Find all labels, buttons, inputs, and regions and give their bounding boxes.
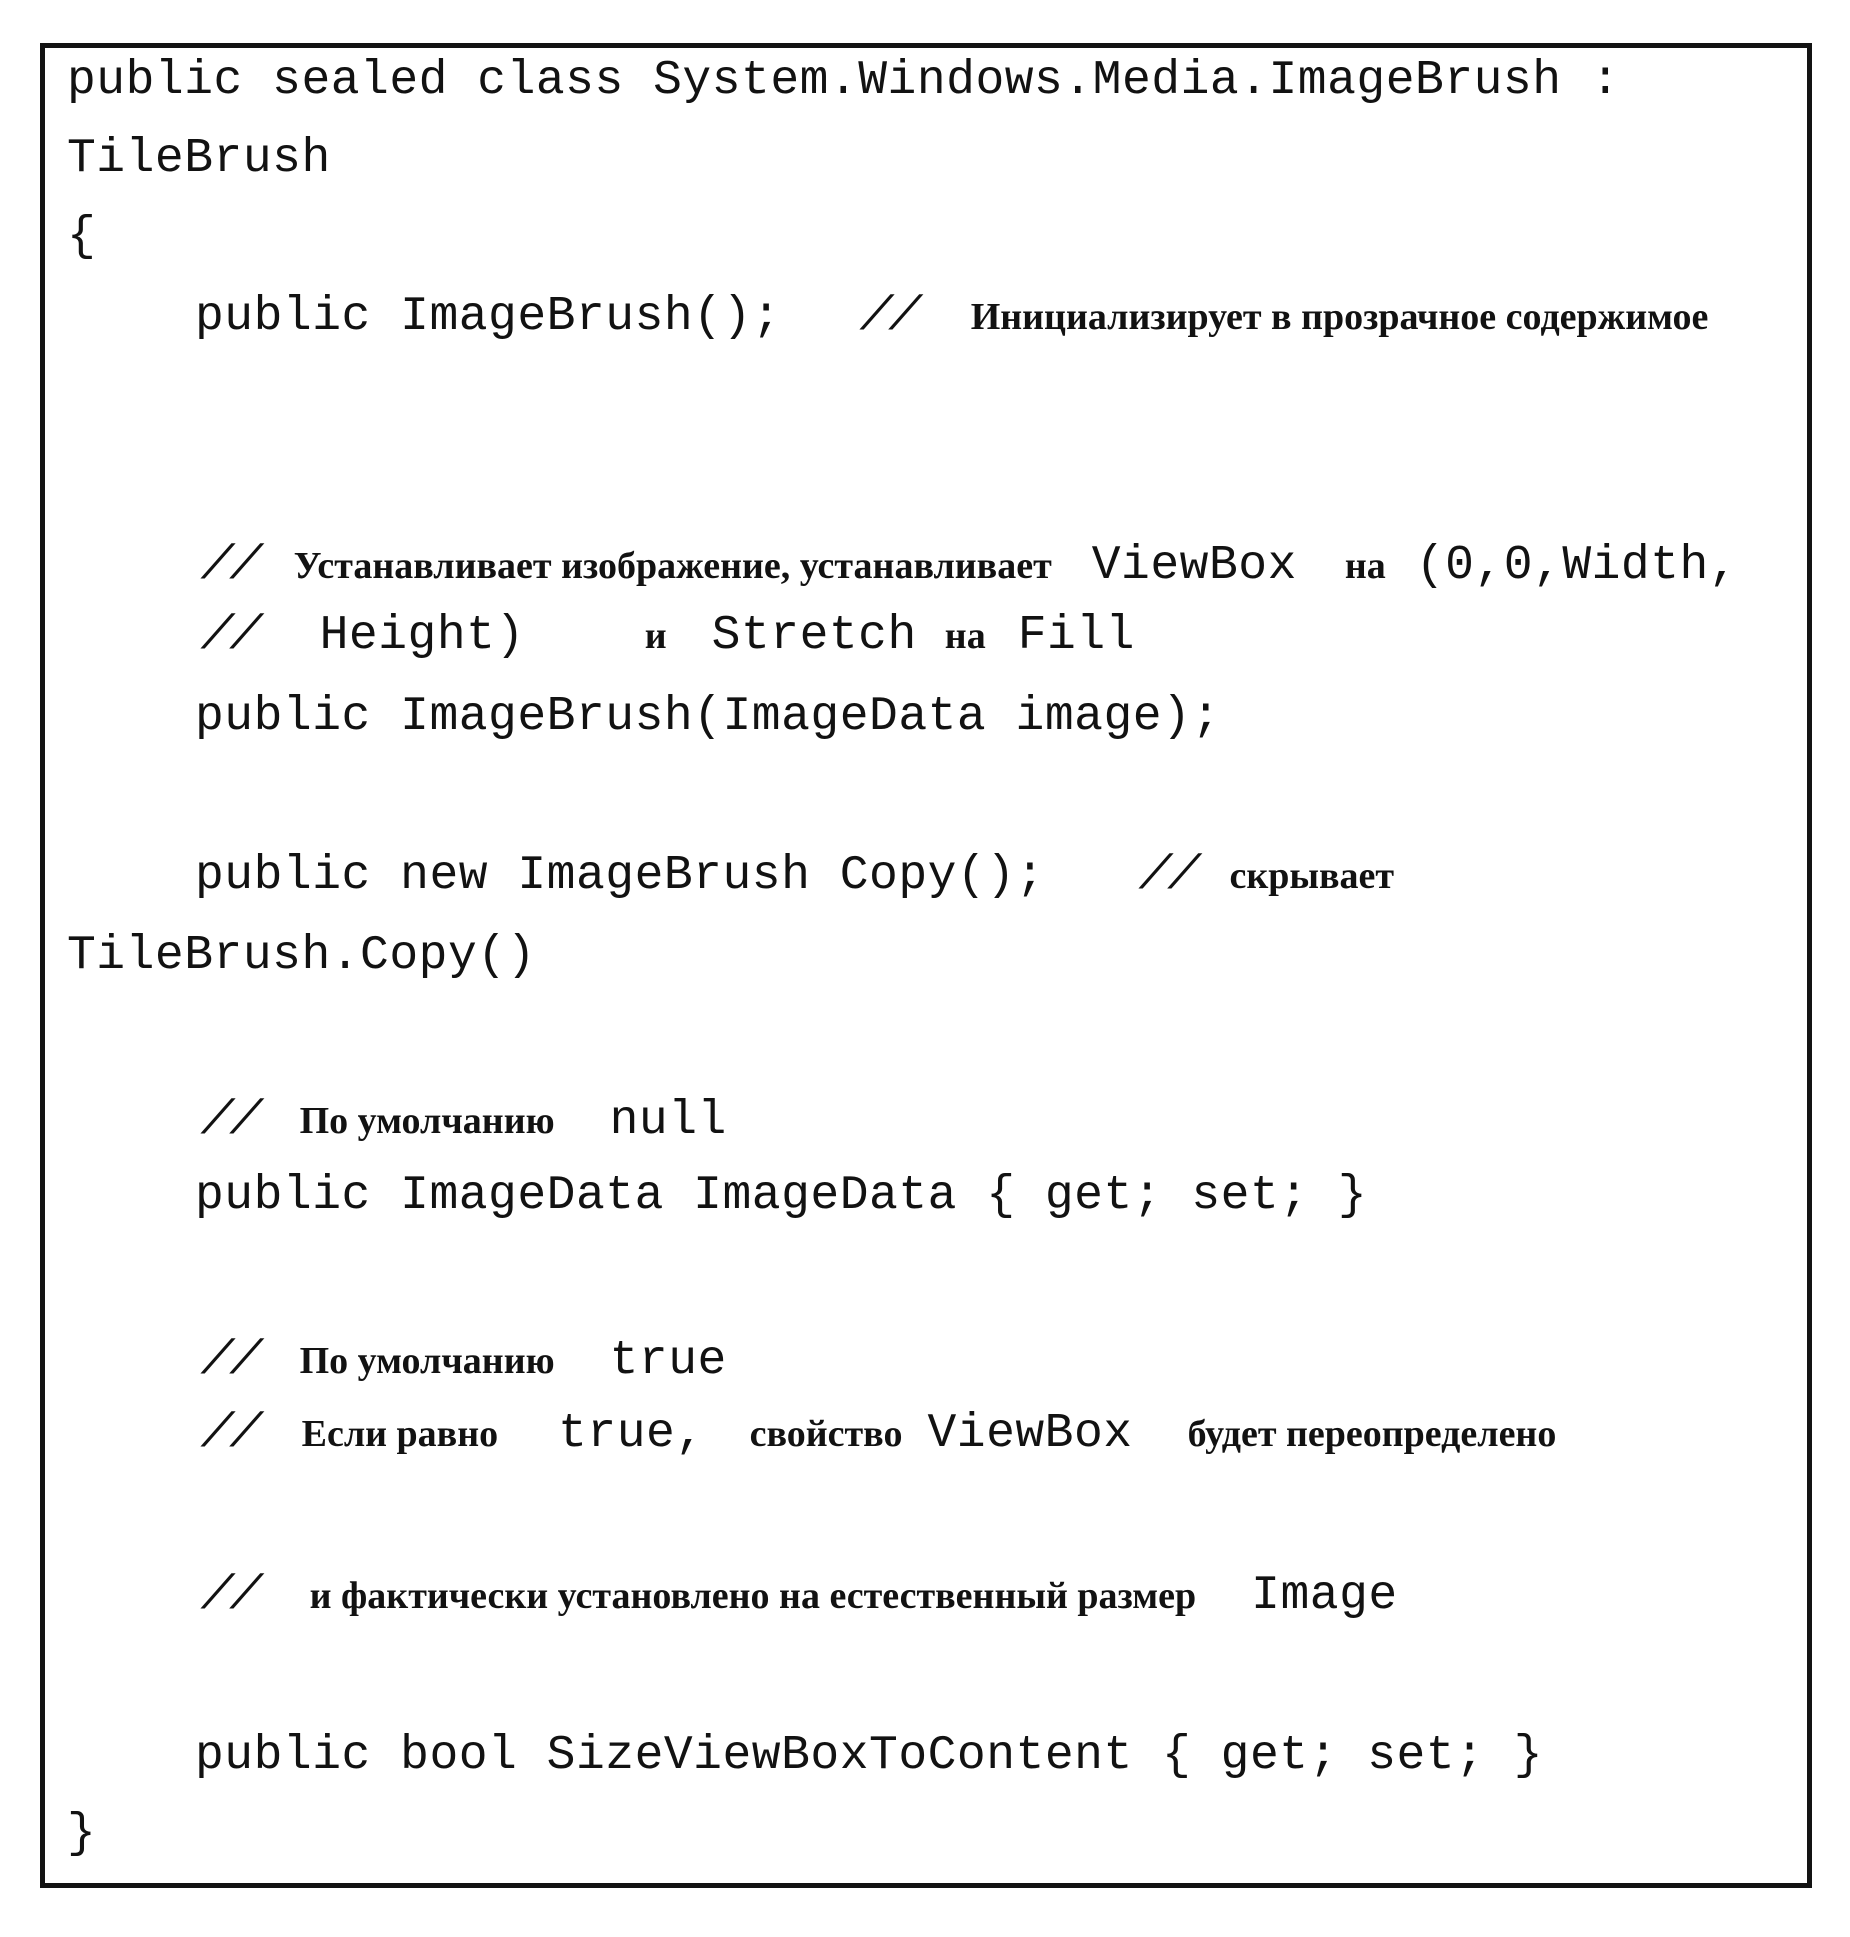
comment-slashes: // — [198, 1334, 264, 1388]
comment-text-ru: свойство — [749, 1413, 903, 1455]
code-line — [195, 290, 1709, 344]
code-segment: ViewBox — [927, 1407, 1133, 1461]
code-line — [198, 1094, 727, 1148]
code-segment: (0,0,Width, — [1415, 539, 1739, 593]
code-segment: ViewBox — [1091, 539, 1297, 593]
comment-text-ru: на — [1344, 545, 1386, 587]
code-segment: Stretch — [711, 609, 917, 663]
code-line — [67, 132, 331, 186]
code-segment: true — [609, 1334, 727, 1388]
code-segment: public ImageBrush(); — [195, 290, 782, 344]
comment-text-ru: Инициализирует в прозрачное содержимое — [970, 296, 1709, 338]
code-segment: TileBrush.Copy() — [67, 929, 536, 983]
comment-text-ru: на — [944, 615, 986, 657]
comment-text-ru: По умолчанию — [299, 1100, 555, 1142]
code-line — [195, 690, 1221, 744]
code-segment: } — [67, 1807, 97, 1861]
comment-text-ru: Если равно — [301, 1413, 499, 1455]
code-line — [198, 1569, 1398, 1623]
code-line — [67, 929, 536, 983]
code-listing-box — [40, 43, 1812, 1888]
comment-slashes: // — [198, 1569, 264, 1623]
comment-text-ru: По умолчанию — [299, 1340, 555, 1382]
comment-slashes: // — [1136, 849, 1202, 903]
code-line — [67, 210, 97, 264]
code-line — [198, 609, 1135, 663]
comment-slashes: // — [857, 290, 923, 344]
comment-text-ru: будет переопределено — [1187, 1413, 1557, 1455]
code-segment: true, — [558, 1407, 705, 1461]
comment-slashes: // — [198, 539, 264, 593]
comment-slashes: // — [198, 1094, 264, 1148]
code-segment: public new ImageBrush Copy(); — [195, 849, 1045, 903]
code-segment: public bool SizeViewBoxToContent { get; set; } — [195, 1729, 1544, 1783]
code-line — [195, 1729, 1544, 1783]
comment-text-ru: скрывает — [1229, 855, 1395, 897]
code-line — [67, 54, 1621, 108]
code-line — [198, 1407, 1557, 1461]
code-segment: public ImageBrush(ImageData image); — [195, 690, 1221, 744]
code-segment: Image — [1251, 1569, 1398, 1623]
comment-text-ru: Устанавливает изображение, устанавливает — [293, 545, 1052, 587]
code-line — [195, 849, 1395, 903]
code-line — [198, 1334, 727, 1388]
code-segment: public sealed class System.Windows.Media.ImageBrush : — [67, 54, 1621, 108]
code-segment: public ImageData ImageData { get; set; } — [195, 1169, 1368, 1223]
comment-text-ru: и фактически установлено на естественный размер — [309, 1575, 1197, 1617]
code-segment: null — [609, 1094, 727, 1148]
comment-slashes: // — [198, 1407, 264, 1461]
code-segment: TileBrush — [67, 132, 331, 186]
comment-slashes: // — [198, 609, 264, 663]
comment-text-ru: и — [644, 615, 667, 657]
code-segment: Height) — [319, 609, 525, 663]
code-line — [195, 1169, 1368, 1223]
code-line — [198, 539, 1739, 593]
code-segment: Fill — [1017, 609, 1135, 663]
code-segment: { — [67, 210, 97, 264]
code-line — [67, 1807, 97, 1861]
